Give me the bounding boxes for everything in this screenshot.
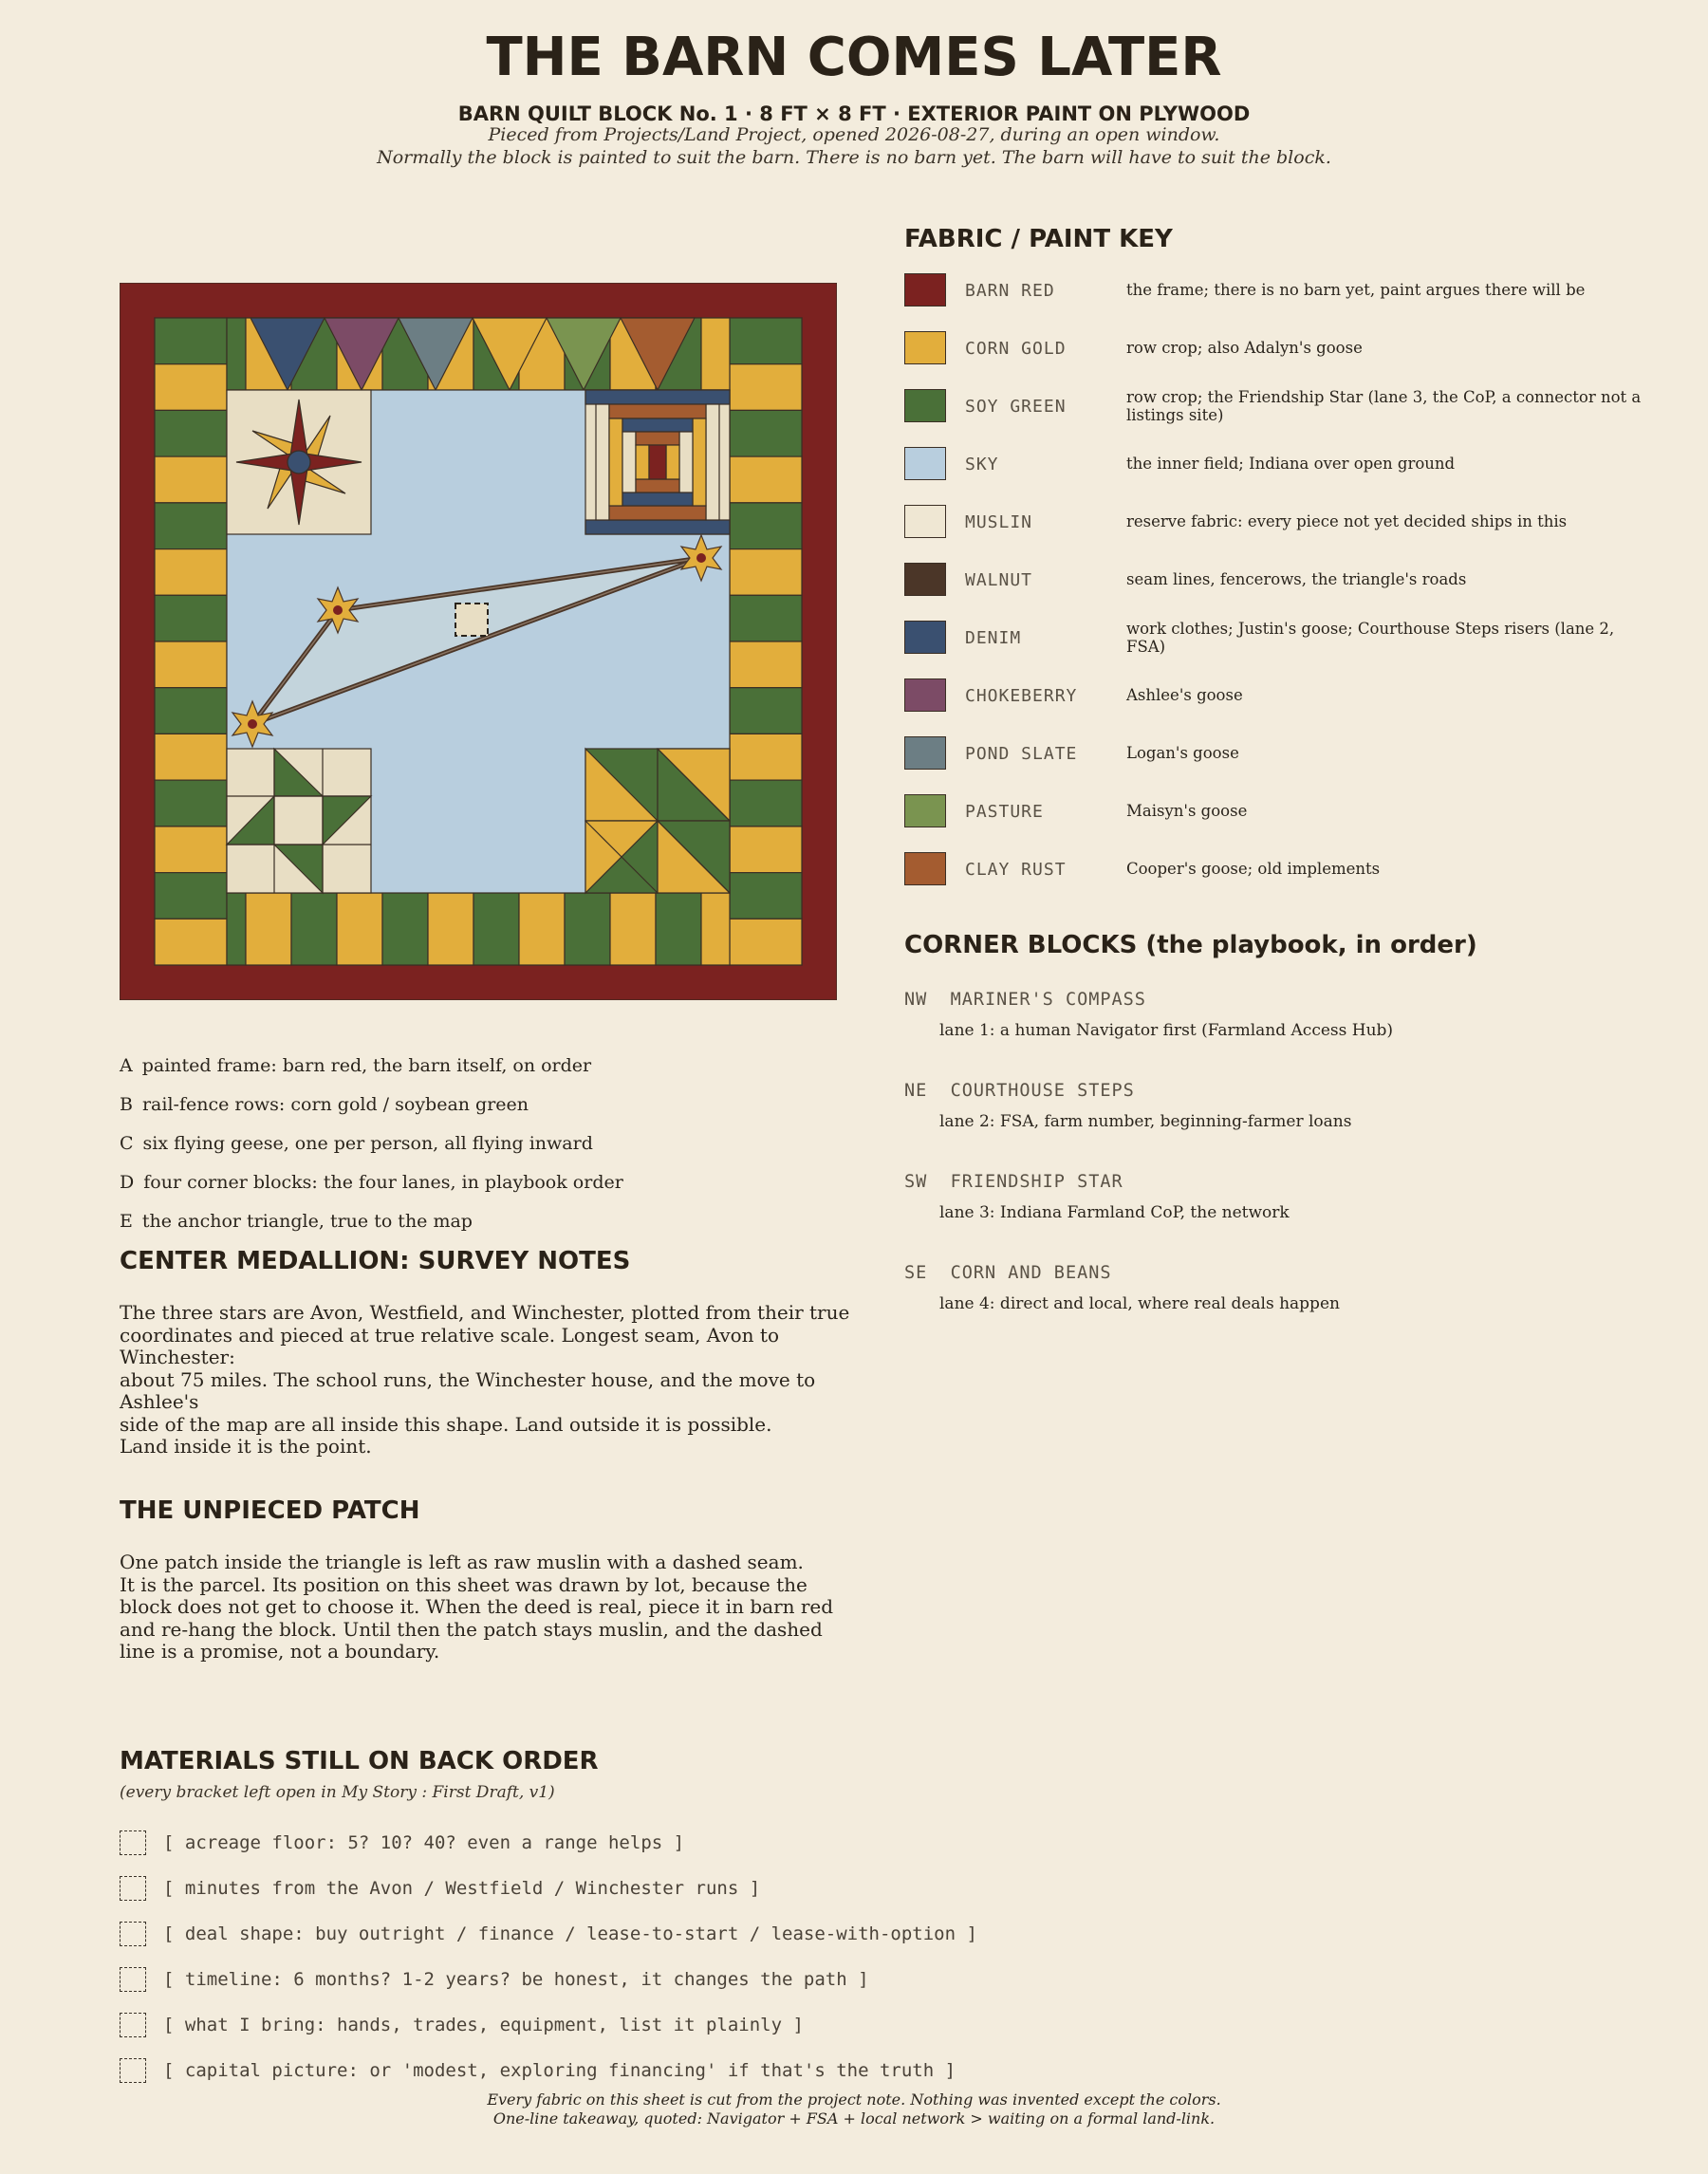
key-desc: Ashlee's goose [1126,686,1243,704]
key-row-chokeberry [904,678,1701,736]
intro-line: Normally the block is painted to suit the barn. There is no barn yet. The barn will have to suit the block. [377,147,1331,168]
key-name: PASTURE [965,802,1044,822]
key-row-clay-rust [904,852,1701,910]
swatch-corn-gold [904,331,946,364]
key-name: CORN GOLD [965,339,1067,359]
key-row-muslin [904,505,1701,563]
legend-item [120,1055,623,1094]
legend-letter: E [120,1211,133,1232]
unpieced-patch-heading: THE UNPIECED PATCH [120,1496,420,1525]
corner-blocks [904,990,1682,1354]
checkbox-icon[interactable] [120,1922,146,1946]
key-name: POND SLATE [965,744,1078,764]
notes-line: Land inside it is the point. [120,1435,372,1458]
unpieced-patch-notes [120,1552,879,1663]
legend-item [120,1211,623,1250]
corner-name: MARINER'S COMPASS [950,990,1146,1010]
backorder-item-text: [ minutes from the Avon / Westfield / Winchester runs ] [163,1878,761,1899]
intro-line: Pieced from Projects/Land Project, opened 2026-08-27, during an open window. [488,124,1220,145]
checkbox-icon[interactable] [120,1967,146,1992]
barn-quilt-block [120,283,837,1000]
swatch-pond-slate [904,736,946,770]
backorder-note: (every bracket left open in My Story : First Draft, v1) [120,1783,555,1802]
corner-blocks-heading: CORNER BLOCKS (the playbook, in order) [904,931,1477,959]
key-row-denim [904,621,1701,678]
swatch-walnut [904,563,946,596]
page-title: THE BARN COMES LATER [486,27,1222,88]
center-medallion-notes [120,1302,879,1459]
page-subtitle: BARN QUILT BLOCK No. 1 · 8 FT × 8 FT · EXTERIOR PAINT ON PLYWOOD [457,102,1251,125]
key-name: SKY [965,455,999,474]
legend-item [120,1094,623,1133]
backorder-item-text: [ deal shape: buy outright / finance / lease-to-start / lease-with-option ] [163,1923,977,1944]
corner-lane: lane 2: FSA, farm number, beginning-farmer loans [939,1112,1352,1131]
backorder-item-text: [ what I bring: hands, trades, equipment, list it plainly ] [163,2015,804,2035]
intro-text [0,123,1708,169]
key-row-corn-gold [904,331,1701,389]
legend-letter: B [120,1094,133,1115]
legend-text: painted frame: barn red, the barn itself, on order [141,1055,592,1076]
corner-dir: SW [904,1172,928,1192]
corner-se-corn-and-beans [585,749,730,893]
key-name: BARN RED [965,281,1055,301]
corner-block-sw [904,1172,1682,1263]
checkbox-icon[interactable] [120,1876,146,1901]
quilt-legend [120,1055,623,1250]
checkbox-icon[interactable] [120,2058,146,2083]
unpieced-patch [455,604,488,636]
key-desc: Maisyn's goose [1126,802,1248,820]
notes-line: about 75 miles. The school runs, the Winchester house, and the move to Ashlee's [120,1367,816,1413]
swatch-muslin [904,505,946,538]
corner-dir: NE [904,1081,928,1101]
notes-line: line is a promise, not a boundary. [120,1640,440,1663]
corner-block-ne [904,1081,1682,1172]
corner-lane: lane 1: a human Navigator first (Farmland Access Hub) [939,1021,1394,1040]
notes-line: It is the parcel. Its position on this sheet was drawn by lot, because the [120,1572,808,1596]
corner-head [904,1263,1682,1283]
corner-lane: lane 3: Indiana Farmland CoP, the network [939,1203,1290,1222]
swatch-pasture [904,794,946,827]
swatch-sky [904,447,946,480]
corner-head [904,990,1682,1010]
swatch-barn-red [904,273,946,307]
center-medallion-heading: CENTER MEDALLION: SURVEY NOTES [120,1247,631,1275]
corner-dir: NW [904,990,928,1010]
notes-line: side of the map are all inside this shape. Land outside it is possible. [120,1412,772,1436]
key-name: CHOKEBERRY [965,686,1078,706]
corner-block-nw [904,990,1682,1081]
footer-line: Every fabric on this sheet is cut from the project note. Nothing was invented except the colors. [487,2090,1221,2109]
notes-line: and re-hang the block. Until then the patch stays muslin, and the dashed [120,1617,823,1641]
checkbox-icon[interactable] [120,2013,146,2037]
key-desc: row crop; also Adalyn's goose [1126,339,1363,357]
key-row-sky [904,447,1701,505]
rail-fence-bottom [227,893,730,965]
corner-name: COURTHOUSE STEPS [950,1081,1135,1101]
footer-line: One-line takeaway, quoted: Navigator + FSA + local network > waiting on a formal land-link. [492,2109,1216,2128]
footer [0,2090,1708,2128]
key-desc: row crop; the Friendship Star (lane 3, the CoP, a connector not a listings site) [1126,387,1642,424]
legend-text: four corner blocks: the four lanes, in playbook order [143,1172,623,1193]
backorder-item-text: [ timeline: 6 months? 1-2 years? be honest, it changes the path ] [163,1969,869,1990]
notes-line: coordinates and pieced at true relative scale. Longest seam, Avon to Winchester: [120,1323,779,1368]
corner-ne-courthouse-steps [585,390,730,534]
notes-line: block does not get to choose it. When the deed is real, piece it in barn red [120,1595,834,1618]
key-desc: the frame; there is no barn yet, paint argues there will be [1126,281,1586,299]
corner-nw-mariners-compass [227,390,371,534]
backorder-item-text: [ acreage floor: 5? 10? 40? even a range helps ] [163,1832,685,1853]
corner-name: CORN AND BEANS [950,1263,1112,1283]
key-desc: reserve fabric: every piece not yet decided ships in this [1126,512,1568,530]
notes-line: One patch inside the triangle is left as raw muslin with a dashed seam. [120,1551,804,1573]
notes-line: The three stars are Avon, Westfield, and Winchester, plotted from their true [120,1301,850,1324]
key-desc: Cooper's goose; old implements [1126,860,1381,878]
key-desc: Logan's goose [1126,744,1239,762]
key-name: WALNUT [965,570,1033,590]
corner-lane: lane 4: direct and local, where real deals happen [939,1294,1340,1313]
corner-block-se [904,1263,1682,1354]
corner-dir: SE [904,1263,928,1283]
key-desc: the inner field; Indiana over open ground [1126,455,1456,473]
key-row-pasture [904,794,1701,852]
legend-text: the anchor triangle, true to the map [141,1211,473,1232]
key-row-soy-green [904,389,1701,447]
corner-head [904,1081,1682,1101]
backorder-heading: MATERIALS STILL ON BACK ORDER [120,1747,599,1775]
legend-letter: A [120,1055,133,1076]
corner-sw-friendship-star [227,749,371,893]
legend-item [120,1172,623,1211]
swatch-chokeberry [904,678,946,712]
paint-key [904,273,1701,910]
swatch-soy-green [904,389,946,422]
paint-key-heading: FABRIC / PAINT KEY [904,225,1173,253]
key-desc: seam lines, fencerows, the triangle's roads [1126,570,1467,588]
corner-head [904,1172,1682,1192]
key-row-walnut [904,563,1701,621]
legend-text: six flying geese, one per person, all flying inward [142,1133,593,1154]
corner-name: FRIENDSHIP STAR [950,1172,1123,1192]
backorder-item-text: [ capital picture: or 'modest, exploring financing' if that's the truth ] [163,2060,956,2081]
legend-letter: C [120,1133,134,1154]
key-name: MUSLIN [965,512,1033,532]
rail-fence-right [730,318,802,965]
key-row-barn-red [904,273,1701,331]
key-name: DENIM [965,628,1022,648]
key-name: CLAY RUST [965,860,1067,880]
checkbox-icon[interactable] [120,1830,146,1855]
legend-text: rail-fence rows: corn gold / soybean green [141,1094,529,1115]
legend-item [120,1133,623,1172]
key-desc: work clothes; Justin's goose; Courthouse Steps risers (lane 2, FSA) [1126,619,1615,656]
key-row-pond-slate [904,736,1701,794]
rail-fence-left [155,318,227,965]
key-name: SOY GREEN [965,397,1067,417]
legend-letter: D [120,1172,135,1193]
swatch-clay-rust [904,852,946,885]
swatch-denim [904,621,946,654]
